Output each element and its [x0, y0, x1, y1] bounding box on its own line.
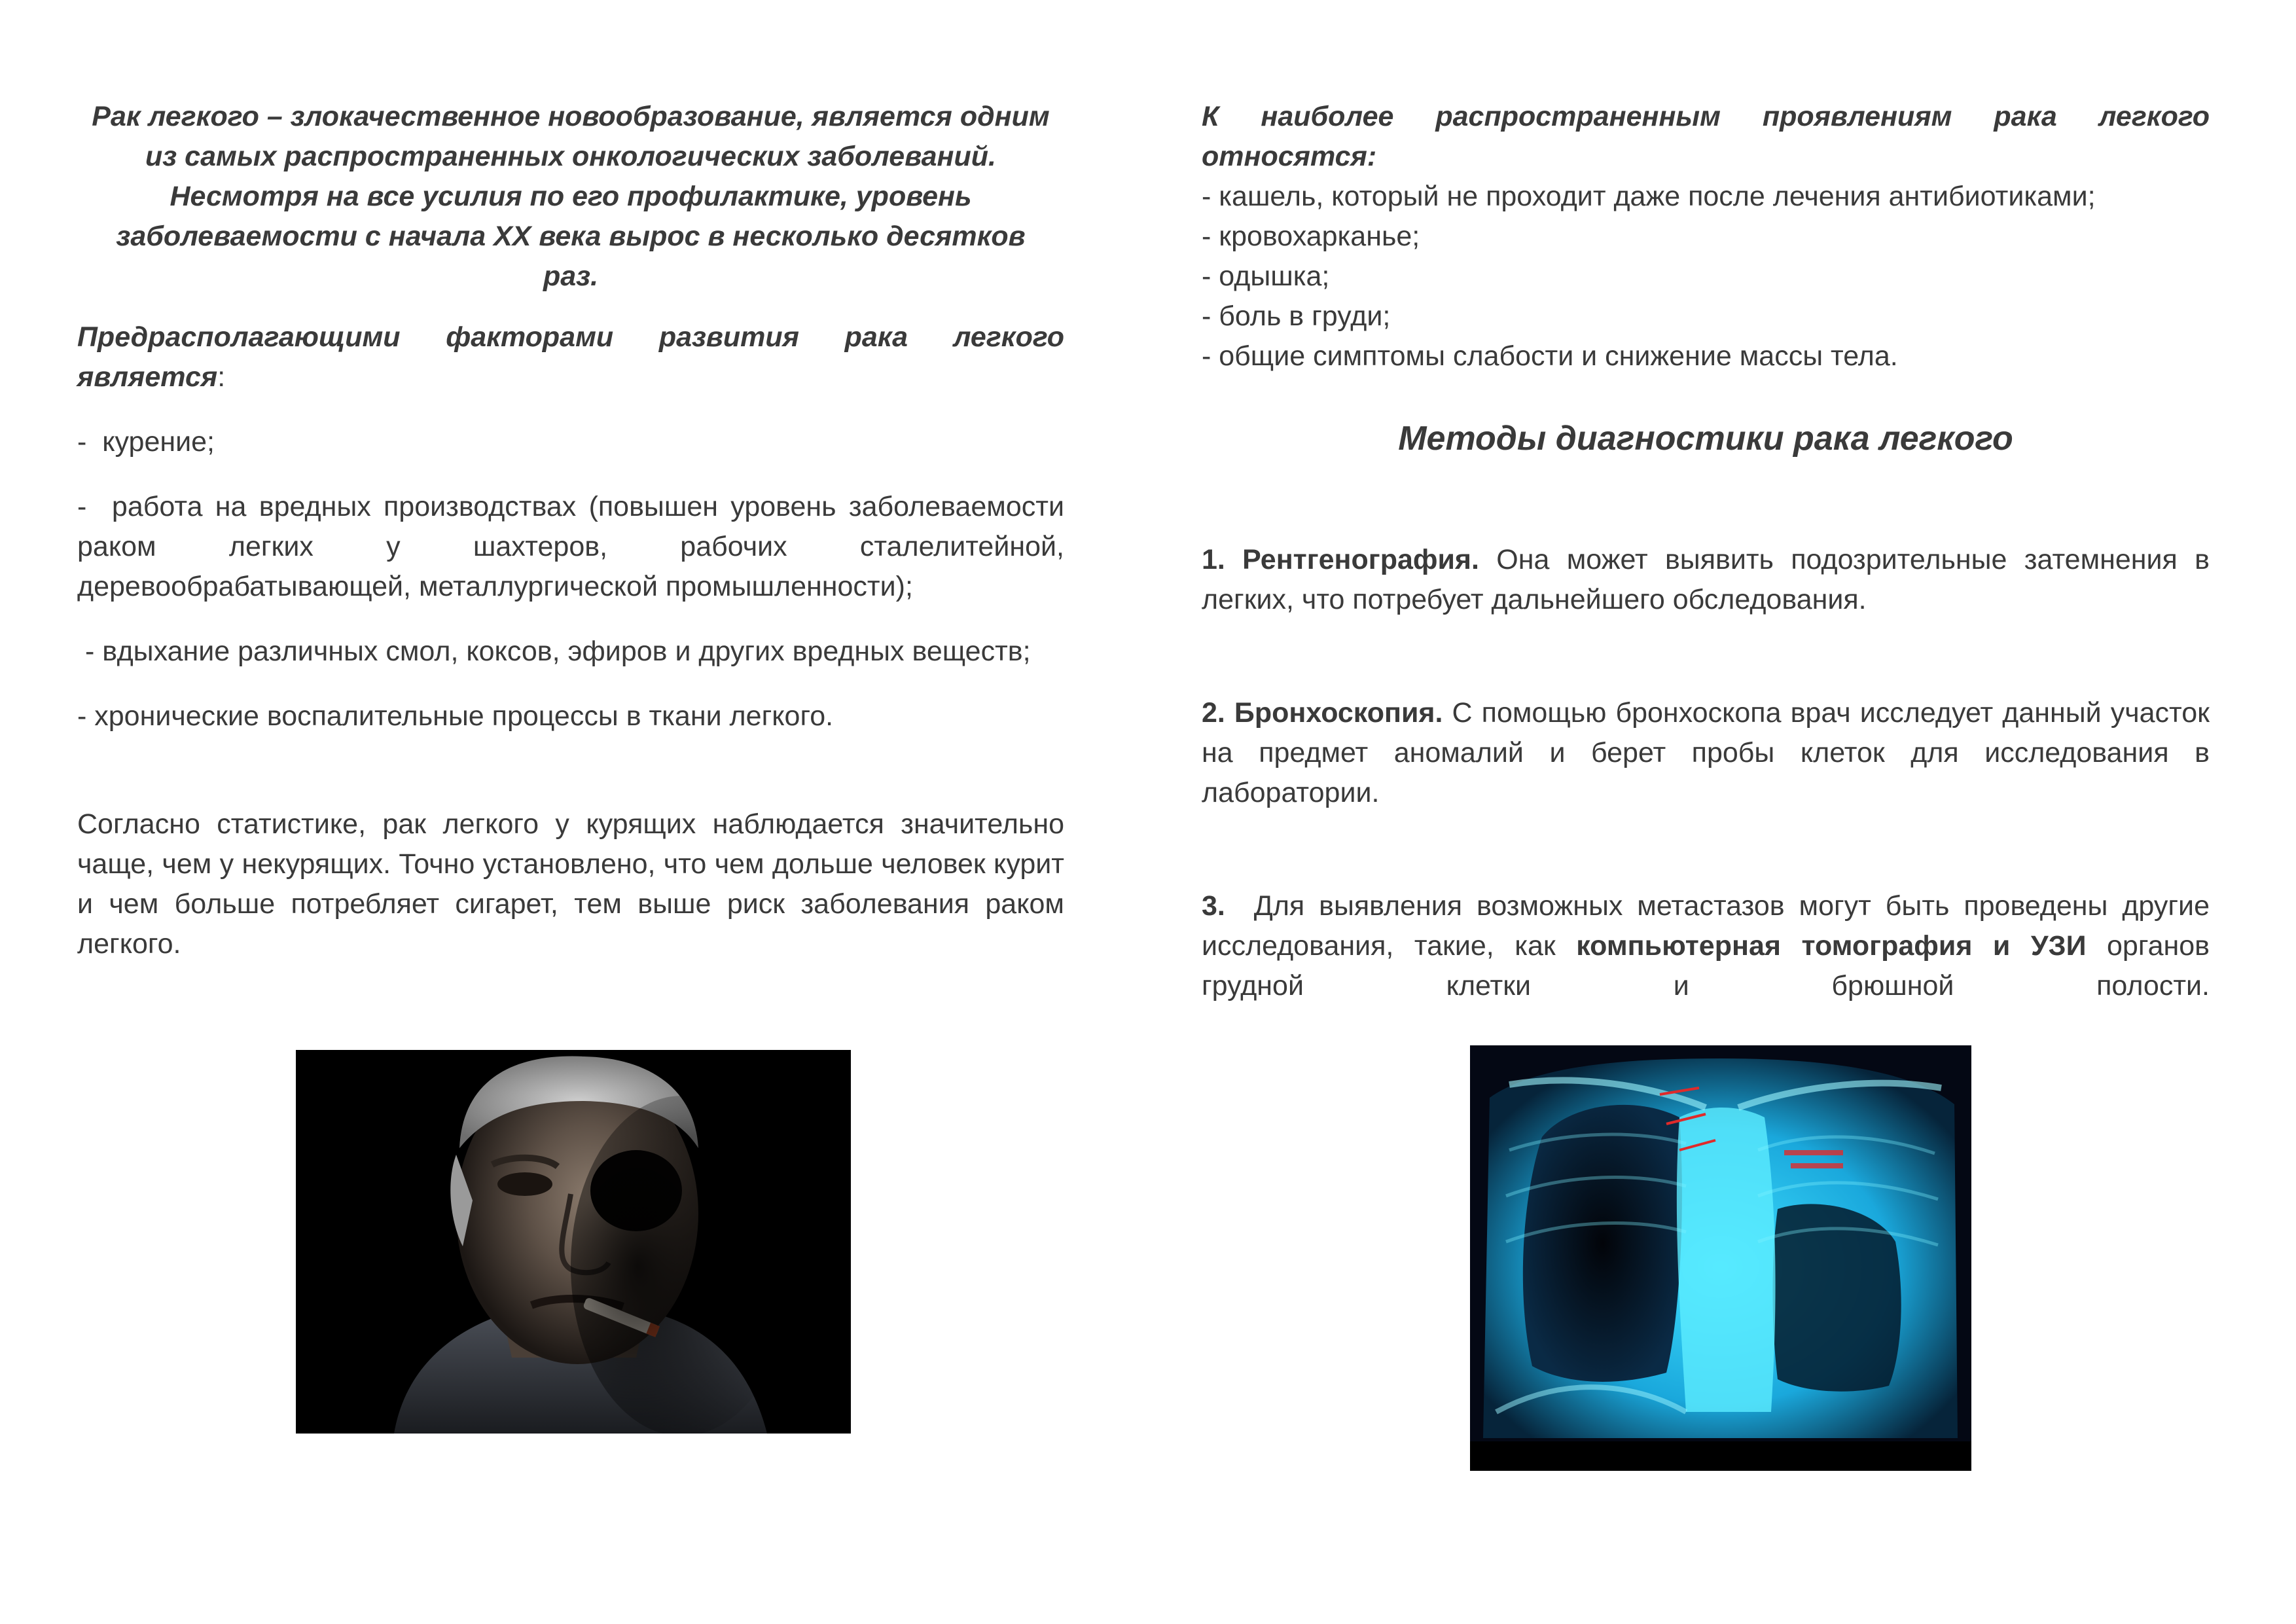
intro-line: Рак легкого – злокачественное новообразование, является одним	[92, 101, 1050, 132]
left-column	[77, 97, 1072, 964]
intro-line: раз.	[543, 261, 599, 292]
method-metastases-text: Для выявления возможных метастазов могут быть проведены другие исследования, такие, как	[1202, 890, 2217, 962]
method-metastases-ct-ultrasound: компьютерная томография и УЗИ	[1576, 930, 2087, 962]
methods-title: Методы диагностики рака легкого	[1398, 420, 2013, 458]
risk-factors-heading	[77, 317, 1064, 397]
method-bronchoscopy-label: 2. Бронхоскопия.	[1202, 697, 1443, 729]
symptom-item: - кровохарканье;	[1202, 221, 1420, 252]
risk-factors-colon: :	[217, 361, 226, 393]
intro-paragraph	[77, 97, 1064, 297]
symptoms-list	[1202, 177, 2210, 376]
method-bronchoscopy	[1202, 693, 2210, 813]
risk-factor-inhalation: - вдыхание различных смол, коксов, эфиров и других вредных веществ;	[77, 636, 1031, 667]
smoking-man-photo	[296, 1050, 851, 1434]
method-xray	[1202, 540, 2210, 620]
chest-xray-illustration	[1470, 1045, 1971, 1471]
method-xray-text: Она может выявить подозрительные затемнения в легких, что потребует дальнейшего обследования.	[1202, 544, 2210, 615]
method-metastases	[1202, 886, 2217, 1006]
right-column	[1202, 97, 2217, 1006]
method-bronchoscopy-text: С помощью бронхоскопа врач исследует данный участок на предмет аномалий и берет пробы клеток для исследования в лаборатории.	[1202, 697, 2210, 808]
risk-factor-smoking: - курение;	[77, 426, 215, 458]
symptom-item: - кашель, который не проходит даже после лечения антибиотиками;	[1202, 181, 2096, 212]
chest-xray-photo	[1470, 1045, 1971, 1471]
method-xray-label: 1. Рентгенография.	[1202, 544, 1479, 575]
risk-factor-industry: - работа на вредных производствах (повышен уровень заболеваемости раком легких у шахтеров, рабочих сталелитейной, деревообрабатывающей, металлургической промышленности);	[77, 491, 1072, 602]
method-metastases-end: органов грудной клетки и брюшной полости.	[1202, 930, 2210, 1001]
intro-line: из самых распространенных онкологических заболеваний.	[145, 141, 996, 172]
statistics-paragraph: Согласно статистике, рак легкого у курящих наблюдается значительно чаще, чем у некурящих. Точно установлено, что чем дольше человек курит и чем больше потребляет сигарет, тем выше риск заболевания раком легкого.	[77, 808, 1064, 960]
risk-factors-heading-text: Предрасполагающими факторами развития рака легкого является	[77, 321, 1064, 393]
symptom-item: - боль в груди;	[1202, 300, 1391, 332]
symptoms-heading: К наиболее распространенным проявлениям рака легкого относятся:	[1202, 101, 2210, 172]
method-metastases-number: 3.	[1202, 890, 1225, 922]
risk-factor-inflammation: - хронические воспалительные процессы в ткани легкого.	[77, 700, 834, 732]
smoking-man-illustration	[296, 1050, 851, 1434]
symptom-item: - одышка;	[1202, 261, 1330, 292]
intro-line: Несмотря на все усилия по его профилактике, уровень	[170, 181, 972, 212]
symptom-item: - общие симптомы слабости и снижение массы тела.	[1202, 340, 1898, 372]
intro-line: заболеваемости с начала XX века вырос в несколько десятков	[116, 221, 1026, 252]
